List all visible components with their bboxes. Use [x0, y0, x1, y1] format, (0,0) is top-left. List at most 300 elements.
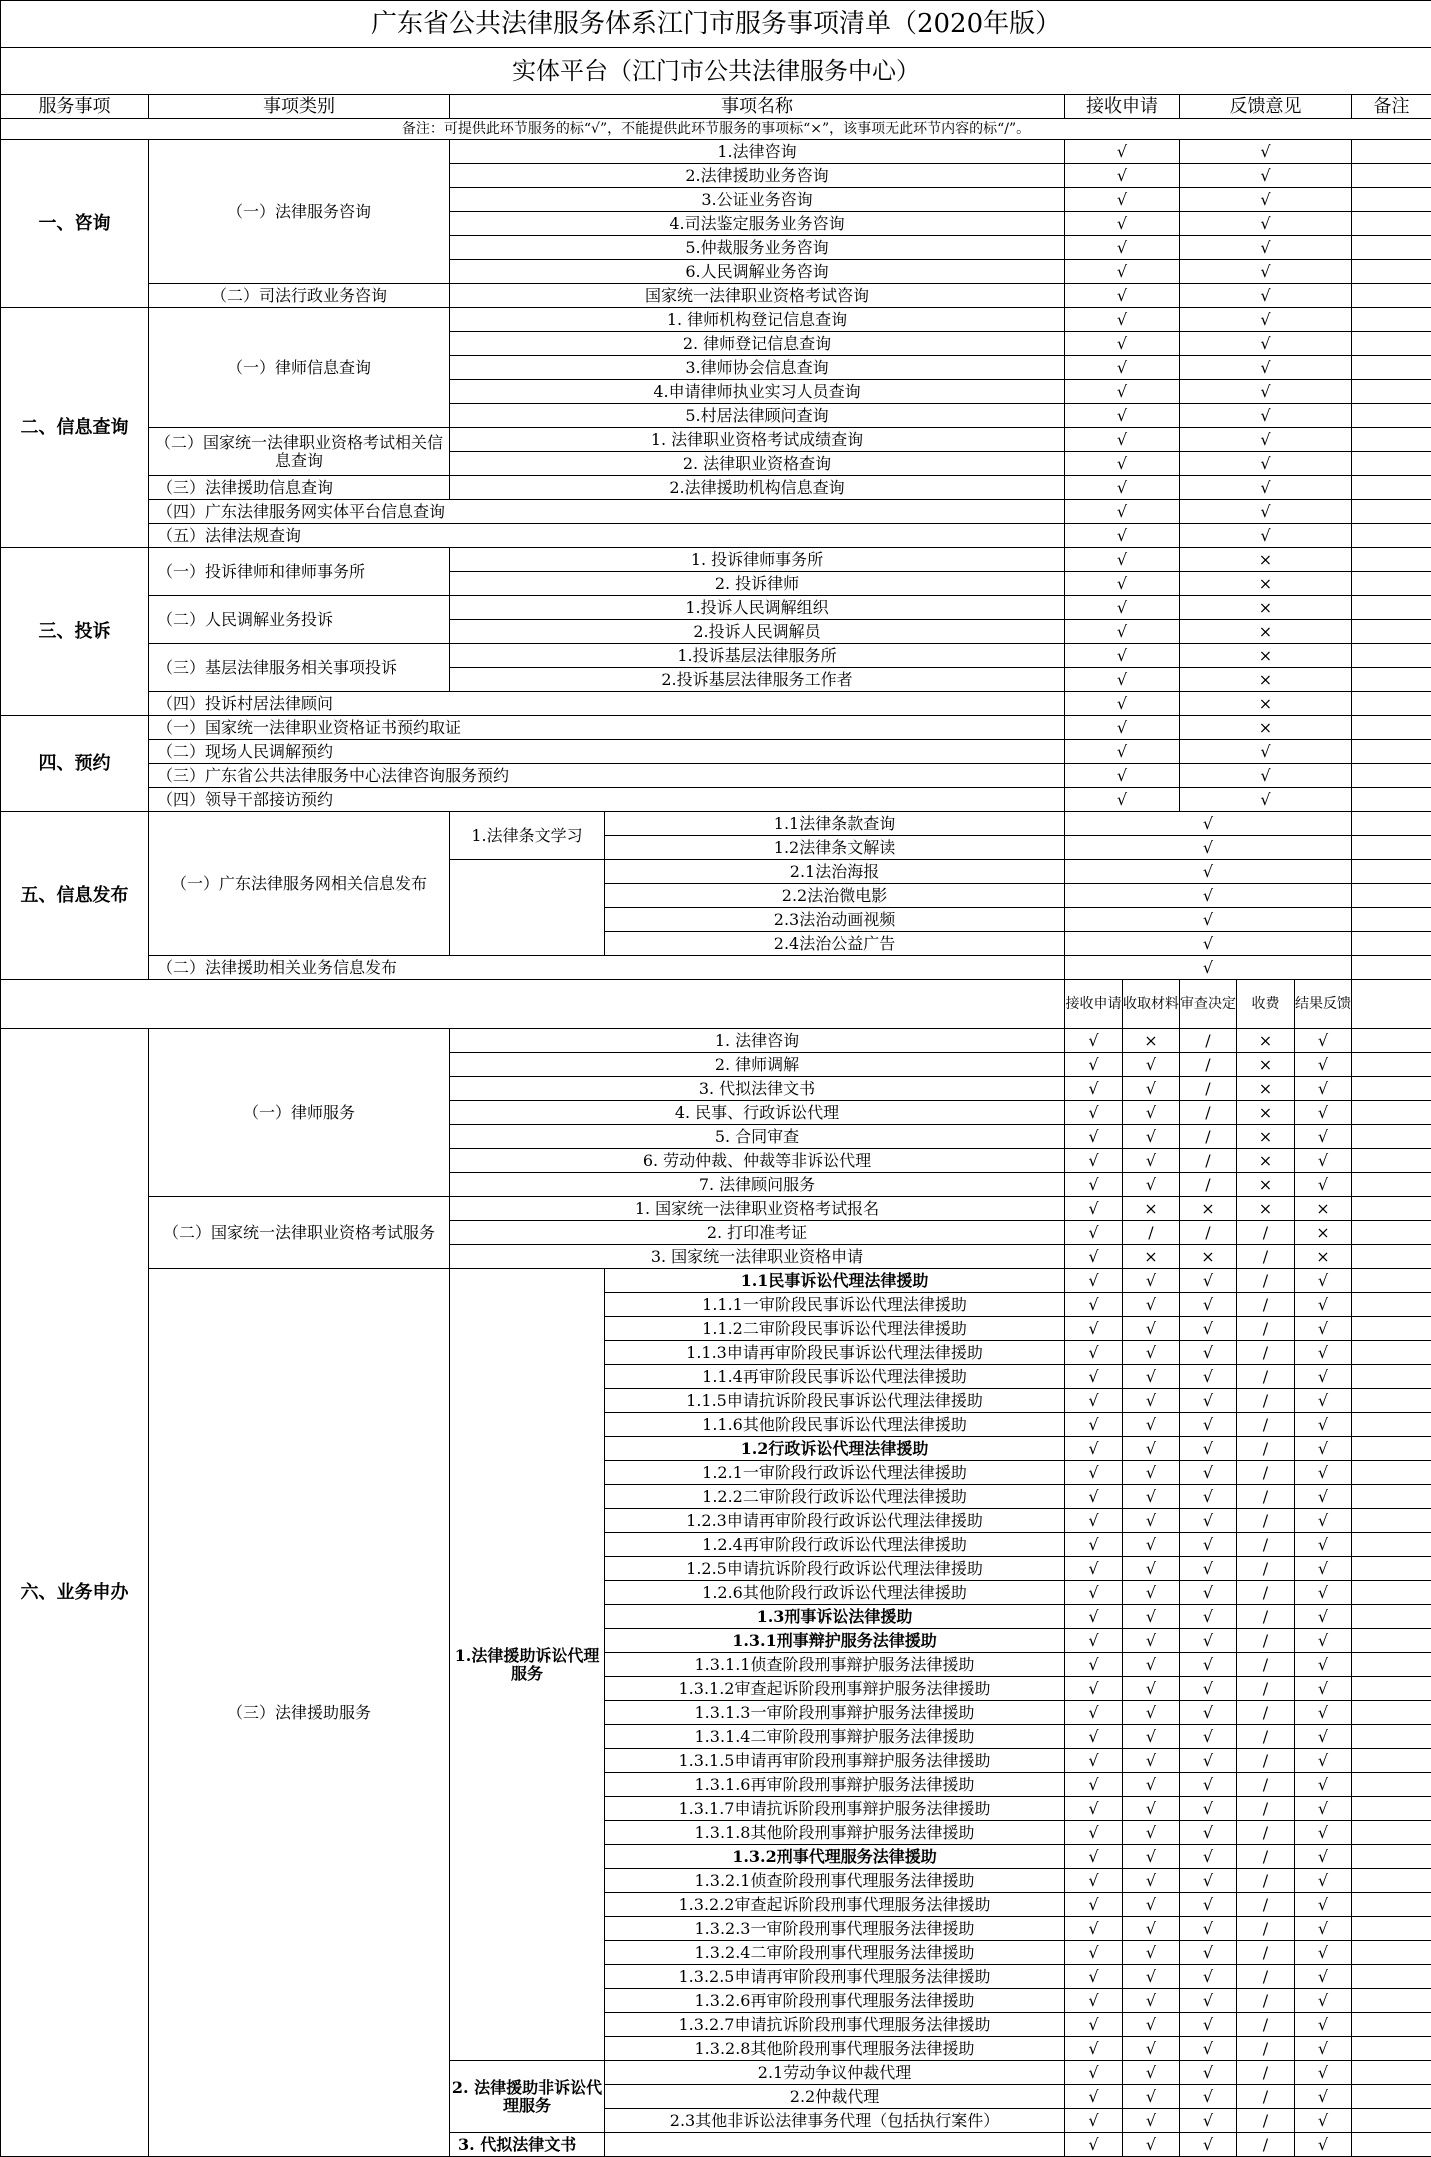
section-title: 五、信息发布 [1, 812, 149, 980]
status-mark: × [1180, 1197, 1237, 1221]
remark-cell [1352, 1845, 1431, 1869]
status-mark: / [1237, 1725, 1295, 1749]
remark-cell [1352, 164, 1431, 188]
status-mark: √ [1065, 428, 1180, 452]
status-mark: √ [1295, 1101, 1352, 1125]
status-mark: √ [1180, 1965, 1237, 1989]
status-mark: √ [1065, 1581, 1123, 1605]
status-mark: / [1237, 1893, 1295, 1917]
status-mark: / [1237, 1773, 1295, 1797]
item-name: 6.人民调解业务咨询 [450, 260, 1065, 284]
remark-cell [1352, 1365, 1431, 1389]
item-name: 1.3.2.4二审阶段刑事代理服务法律援助 [605, 1941, 1065, 1965]
item-name: 1.3.1.8其他阶段刑事辩护服务法律援助 [605, 1821, 1065, 1845]
status-mark: √ [1065, 1077, 1123, 1101]
header-category: 事项类别 [149, 95, 450, 119]
column-header: 收费 [1237, 980, 1295, 1029]
status-mark: √ [1295, 1965, 1352, 1989]
status-mark: √ [1180, 764, 1352, 788]
status-mark: / [1237, 1677, 1295, 1701]
status-mark: √ [1295, 2013, 1352, 2037]
status-mark: √ [1295, 1845, 1352, 1869]
status-mark: √ [1065, 2085, 1123, 2109]
item-name [605, 2133, 1065, 2157]
remark-cell [1352, 1077, 1431, 1101]
status-mark: √ [1065, 1869, 1123, 1893]
status-mark: / [1237, 2085, 1295, 2109]
status-mark: √ [1065, 2109, 1123, 2133]
blank-header [1, 980, 1065, 1029]
status-mark: √ [1065, 1389, 1123, 1413]
section-title: 三、投诉 [1, 548, 149, 716]
header-receive: 接收申请 [1065, 95, 1180, 119]
status-mark: √ [1180, 2037, 1237, 2061]
status-mark: √ [1065, 836, 1352, 860]
status-mark: √ [1065, 236, 1180, 260]
status-mark: √ [1065, 1341, 1123, 1365]
status-mark: √ [1123, 1821, 1180, 1845]
item-name: 1.1.5申请抗诉阶段民事诉讼代理法律援助 [605, 1389, 1065, 1413]
status-mark: √ [1123, 1893, 1180, 1917]
status-mark: √ [1123, 1845, 1180, 1869]
status-mark: √ [1180, 1485, 1237, 1509]
table-row [1, 524, 1431, 548]
table-row [1, 48, 1431, 95]
remark-cell [1352, 764, 1431, 788]
remark-cell [1352, 1173, 1431, 1197]
remark-cell [1352, 308, 1431, 332]
table-row [1, 956, 1431, 980]
item-name: 6. 劳动仲裁、仲裁等非诉讼代理 [450, 1149, 1065, 1173]
item-name: 1.2.4再审阶段行政诉讼代理法律援助 [605, 1533, 1065, 1557]
table-row [1, 596, 1431, 620]
status-mark: √ [1123, 1677, 1180, 1701]
status-mark: √ [1295, 2133, 1352, 2157]
status-mark: √ [1065, 308, 1180, 332]
remark-cell [1352, 956, 1431, 980]
subcategory-cell [450, 860, 605, 956]
status-mark: √ [1065, 692, 1180, 716]
status-mark: √ [1065, 188, 1180, 212]
status-mark: √ [1065, 1941, 1123, 1965]
remark-cell [1352, 980, 1431, 1029]
status-mark: √ [1295, 1413, 1352, 1437]
status-mark: √ [1065, 1821, 1123, 1845]
status-mark: √ [1065, 1245, 1123, 1269]
status-mark: √ [1065, 404, 1180, 428]
status-mark: √ [1065, 956, 1352, 980]
status-mark: √ [1295, 1293, 1352, 1317]
status-mark: √ [1123, 1365, 1180, 1389]
status-mark: √ [1123, 1989, 1180, 2013]
remark-cell [1352, 140, 1431, 164]
remark-cell [1352, 1269, 1431, 1293]
status-mark: / [1237, 1989, 1295, 2013]
item-name: 2. 投诉律师 [450, 572, 1065, 596]
item-name: 1.3.2.1侦查阶段刑事代理服务法律援助 [605, 1869, 1065, 1893]
status-mark: √ [1180, 1845, 1237, 1869]
status-mark: √ [1180, 1437, 1237, 1461]
remark-cell [1352, 428, 1431, 452]
status-mark: √ [1180, 1509, 1237, 1533]
remark-cell [1352, 1437, 1431, 1461]
section-title: 四、预约 [1, 716, 149, 812]
status-mark: √ [1295, 2037, 1352, 2061]
item-name: 1.2法律条文解读 [605, 836, 1065, 860]
status-mark: √ [1123, 1869, 1180, 1893]
status-mark: √ [1065, 1989, 1123, 2013]
remark-cell [1352, 1797, 1431, 1821]
remark-cell [1352, 1413, 1431, 1437]
status-mark: √ [1180, 2013, 1237, 2037]
remark-cell [1352, 1389, 1431, 1413]
subcategory-cell: 3. 代拟法律文书 [450, 2133, 605, 2157]
subcategory-cell: 1.法律条文学习 [450, 812, 605, 860]
remark-cell [1352, 2133, 1431, 2157]
status-mark: √ [1180, 332, 1352, 356]
item-name: 1. 国家统一法律职业资格考试报名 [450, 1197, 1065, 1221]
status-mark: √ [1065, 1269, 1123, 1293]
remark-cell [1352, 884, 1431, 908]
status-mark: / [1237, 1917, 1295, 1941]
remark-cell [1352, 1773, 1431, 1797]
item-name: 1.法律咨询 [450, 140, 1065, 164]
status-mark: √ [1123, 1941, 1180, 1965]
remark-cell [1352, 596, 1431, 620]
remark-cell [1352, 236, 1431, 260]
status-mark: / [1237, 1605, 1295, 1629]
item-name: 1.3.1.7申请抗诉阶段刑事辩护服务法律援助 [605, 1797, 1065, 1821]
status-mark: √ [1123, 1581, 1180, 1605]
status-mark: √ [1180, 1749, 1237, 1773]
status-mark: √ [1123, 1293, 1180, 1317]
status-mark: √ [1123, 2085, 1180, 2109]
status-mark: √ [1065, 572, 1180, 596]
status-mark: × [1237, 1029, 1295, 1053]
status-mark: √ [1180, 308, 1352, 332]
status-mark: √ [1180, 1941, 1237, 1965]
status-mark: √ [1180, 380, 1352, 404]
table-row [1, 740, 1431, 764]
item-name: 7. 法律顾问服务 [450, 1173, 1065, 1197]
remark-cell [1352, 1533, 1431, 1557]
remark-cell [1352, 2061, 1431, 2085]
table-row [1, 644, 1431, 668]
status-mark: √ [1180, 1773, 1237, 1797]
status-mark: √ [1180, 1917, 1237, 1941]
status-mark: √ [1065, 1437, 1123, 1461]
item-name: 1.3.2刑事代理服务法律援助 [605, 1845, 1065, 1869]
status-mark: / [1237, 1341, 1295, 1365]
status-mark: √ [1065, 1677, 1123, 1701]
item-name: 4.司法鉴定服务业务咨询 [450, 212, 1065, 236]
remark-cell [1352, 1869, 1431, 1893]
item-name: 5. 合同审查 [450, 1125, 1065, 1149]
status-mark: √ [1180, 1677, 1237, 1701]
status-mark: √ [1295, 1797, 1352, 1821]
section-title: 六、业务申办 [1, 1029, 149, 2157]
column-header: 收取材料 [1123, 980, 1180, 1029]
status-mark: / [1237, 1245, 1295, 1269]
status-mark: × [1237, 1101, 1295, 1125]
remark-cell [1352, 1029, 1431, 1053]
status-mark: √ [1065, 596, 1180, 620]
status-mark: / [1123, 1221, 1180, 1245]
status-mark: / [1237, 1581, 1295, 1605]
remark-cell [1352, 1653, 1431, 1677]
status-mark: √ [1180, 1413, 1237, 1437]
status-mark: / [1237, 1797, 1295, 1821]
status-mark: √ [1123, 1653, 1180, 1677]
status-mark: √ [1123, 1557, 1180, 1581]
status-mark: × [1237, 1197, 1295, 1221]
remark-cell [1352, 380, 1431, 404]
remark-cell [1352, 2013, 1431, 2037]
item-name: 3. 国家统一法律职业资格申请 [450, 1245, 1065, 1269]
item-name: 1.3.2.7申请抗诉阶段刑事代理服务法律援助 [605, 2013, 1065, 2037]
status-mark: √ [1180, 1989, 1237, 2013]
column-header: 接收申请 [1065, 980, 1123, 1029]
remark-cell [1352, 1197, 1431, 1221]
status-mark: × [1237, 1077, 1295, 1101]
table-row [1, 548, 1431, 572]
status-mark: √ [1065, 332, 1180, 356]
item-name: 1.3刑事诉讼法律援助 [605, 1605, 1065, 1629]
status-mark: / [1180, 1077, 1237, 1101]
status-mark: / [1237, 1221, 1295, 1245]
status-mark: × [1180, 644, 1352, 668]
status-mark: √ [1065, 1653, 1123, 1677]
status-mark: × [1180, 596, 1352, 620]
item-name: 1.2.1一审阶段行政诉讼代理法律援助 [605, 1461, 1065, 1485]
item-name: 1.2.3申请再审阶段行政诉讼代理法律援助 [605, 1509, 1065, 1533]
status-mark: √ [1180, 1725, 1237, 1749]
status-mark: √ [1295, 1173, 1352, 1197]
status-mark: √ [1065, 476, 1180, 500]
status-mark: √ [1065, 1893, 1123, 1917]
remark-cell [1352, 1557, 1431, 1581]
status-mark: √ [1123, 1965, 1180, 1989]
page-title: 广东省公共法律服务体系江门市服务事项清单（2020年版） [1, 1, 1431, 48]
category-cell: （一）广东法律服务网相关信息发布 [149, 812, 450, 956]
category-cell: （三）法律援助服务 [149, 1269, 450, 2157]
remark-cell [1352, 908, 1431, 932]
status-mark: √ [1065, 140, 1180, 164]
status-mark: √ [1065, 1845, 1123, 1869]
status-mark: √ [1123, 1101, 1180, 1125]
table-row [1, 95, 1431, 119]
header-item: 服务事项 [1, 95, 149, 119]
status-mark: √ [1065, 788, 1180, 812]
status-mark: × [1180, 692, 1352, 716]
item-name: 5.仲裁服务业务咨询 [450, 236, 1065, 260]
category-cell: （四）投诉村居法律顾问 [149, 692, 1065, 716]
status-mark: √ [1123, 2109, 1180, 2133]
remark-cell [1352, 356, 1431, 380]
status-mark: √ [1123, 1437, 1180, 1461]
status-mark: √ [1180, 404, 1352, 428]
status-mark: √ [1065, 1629, 1123, 1653]
status-mark: √ [1065, 1485, 1123, 1509]
status-mark: √ [1123, 1149, 1180, 1173]
status-mark: √ [1065, 2037, 1123, 2061]
status-mark: √ [1065, 740, 1180, 764]
status-mark: √ [1065, 1101, 1123, 1125]
status-mark: / [1237, 1701, 1295, 1725]
table-row [1, 284, 1431, 308]
status-mark: √ [1065, 668, 1180, 692]
status-mark: √ [1123, 1749, 1180, 1773]
status-mark: / [1237, 1869, 1295, 1893]
item-name: 3. 代拟法律文书 [450, 1077, 1065, 1101]
section-title: 一、咨询 [1, 140, 149, 308]
status-mark: √ [1180, 428, 1352, 452]
status-mark: √ [1180, 1893, 1237, 1917]
status-mark: √ [1180, 140, 1352, 164]
status-mark: √ [1295, 1941, 1352, 1965]
status-mark: / [1237, 1821, 1295, 1845]
status-mark: √ [1295, 1125, 1352, 1149]
status-mark: √ [1295, 1701, 1352, 1725]
status-mark: √ [1295, 1821, 1352, 1845]
remark-cell [1352, 860, 1431, 884]
item-name: 1.1.6其他阶段民事诉讼代理法律援助 [605, 1413, 1065, 1437]
status-mark: √ [1123, 1317, 1180, 1341]
status-mark: √ [1123, 1773, 1180, 1797]
category-cell: （二）人民调解业务投诉 [149, 596, 450, 644]
remark-cell [1352, 1485, 1431, 1509]
remark-cell [1352, 1101, 1431, 1125]
status-mark: × [1237, 1149, 1295, 1173]
status-mark: √ [1180, 164, 1352, 188]
status-mark: √ [1180, 1557, 1237, 1581]
status-mark: / [1237, 1485, 1295, 1509]
remark-cell [1352, 692, 1431, 716]
status-mark: √ [1180, 1317, 1237, 1341]
status-mark: / [1237, 2037, 1295, 2061]
status-mark: √ [1065, 1461, 1123, 1485]
remark-cell [1352, 620, 1431, 644]
item-name: 1.3.2.3一审阶段刑事代理服务法律援助 [605, 1917, 1065, 1941]
table-row [1, 1269, 1431, 1293]
status-mark: √ [1295, 1461, 1352, 1485]
status-mark: / [1237, 1365, 1295, 1389]
status-mark: √ [1065, 620, 1180, 644]
status-mark: √ [1123, 1797, 1180, 1821]
remark-cell [1352, 1221, 1431, 1245]
status-mark: / [1237, 1629, 1295, 1653]
status-mark: √ [1180, 1269, 1237, 1293]
status-mark: √ [1295, 2085, 1352, 2109]
status-mark: √ [1123, 1509, 1180, 1533]
status-mark: × [1237, 1173, 1295, 1197]
status-mark: × [1295, 1221, 1352, 1245]
status-mark: √ [1180, 2085, 1237, 2109]
status-mark: √ [1295, 1773, 1352, 1797]
status-mark: √ [1123, 1725, 1180, 1749]
item-name: 1.3.1刑事辩护服务法律援助 [605, 1629, 1065, 1653]
table-row [1, 119, 1431, 140]
status-mark: / [1237, 1941, 1295, 1965]
status-mark: √ [1295, 1077, 1352, 1101]
status-mark: √ [1180, 1701, 1237, 1725]
subcategory-cell: 2. 法律援助非诉讼代理服务 [450, 2061, 605, 2133]
status-mark: √ [1295, 1437, 1352, 1461]
item-name: 2.2仲裁代理 [605, 2085, 1065, 2109]
status-mark: √ [1065, 1773, 1123, 1797]
status-mark: × [1180, 572, 1352, 596]
status-mark: √ [1123, 1917, 1180, 1941]
status-mark: √ [1123, 1605, 1180, 1629]
status-mark: √ [1180, 740, 1352, 764]
status-mark: / [1237, 2061, 1295, 2085]
item-name: 1.2.6其他阶段行政诉讼代理法律援助 [605, 1581, 1065, 1605]
status-mark: √ [1123, 1077, 1180, 1101]
category-cell: （四）广东法律服务网实体平台信息查询 [149, 500, 1065, 524]
remark-cell [1352, 212, 1431, 236]
remark-cell [1352, 260, 1431, 284]
status-mark: / [1237, 1653, 1295, 1677]
status-mark: × [1180, 1245, 1237, 1269]
status-mark: √ [1180, 260, 1352, 284]
status-mark: × [1123, 1245, 1180, 1269]
status-mark: √ [1295, 1677, 1352, 1701]
status-mark: √ [1295, 1365, 1352, 1389]
status-mark: √ [1065, 260, 1180, 284]
status-mark: / [1237, 1509, 1295, 1533]
item-name: 1.2.5申请抗诉阶段行政诉讼代理法律援助 [605, 1557, 1065, 1581]
status-mark: √ [1123, 1701, 1180, 1725]
status-mark: √ [1295, 1629, 1352, 1653]
status-mark: √ [1123, 1629, 1180, 1653]
status-mark: √ [1180, 1365, 1237, 1389]
status-mark: √ [1180, 284, 1352, 308]
status-mark: √ [1295, 1605, 1352, 1629]
header-remark: 备注 [1352, 95, 1431, 119]
item-name: 1.投诉人民调解组织 [450, 596, 1065, 620]
status-mark: × [1180, 548, 1352, 572]
category-cell: （一）法律服务咨询 [149, 140, 450, 284]
item-name: 2.投诉人民调解员 [450, 620, 1065, 644]
status-mark: √ [1295, 1485, 1352, 1509]
column-header: 审查决定 [1180, 980, 1237, 1029]
item-name: 1.2行政诉讼代理法律援助 [605, 1437, 1065, 1461]
category-cell: （一）国家统一法律职业资格证书预约取证 [149, 716, 1065, 740]
status-mark: √ [1123, 1173, 1180, 1197]
status-mark: √ [1180, 1293, 1237, 1317]
status-mark: √ [1123, 1125, 1180, 1149]
status-mark: √ [1065, 812, 1352, 836]
category-cell: （二）国家统一法律职业资格考试服务 [149, 1197, 450, 1269]
item-name: 2.1劳动争议仲裁代理 [605, 2061, 1065, 2085]
header-feedback: 反馈意见 [1180, 95, 1352, 119]
status-mark: √ [1065, 164, 1180, 188]
remark-cell [1352, 2109, 1431, 2133]
status-mark: √ [1295, 1269, 1352, 1293]
status-mark: √ [1295, 2109, 1352, 2133]
status-mark: √ [1065, 1509, 1123, 1533]
status-mark: / [1237, 1269, 1295, 1293]
status-mark: √ [1065, 380, 1180, 404]
item-name: 1.3.2.2审查起诉阶段刑事代理服务法律援助 [605, 1893, 1065, 1917]
table-row [1, 1, 1431, 48]
item-name: 1.3.1.4二审阶段刑事辩护服务法律援助 [605, 1725, 1065, 1749]
remark-cell [1352, 932, 1431, 956]
status-mark: √ [1180, 1629, 1237, 1653]
status-mark: √ [1180, 2061, 1237, 2085]
remark-cell [1352, 452, 1431, 476]
status-mark: / [1180, 1029, 1237, 1053]
